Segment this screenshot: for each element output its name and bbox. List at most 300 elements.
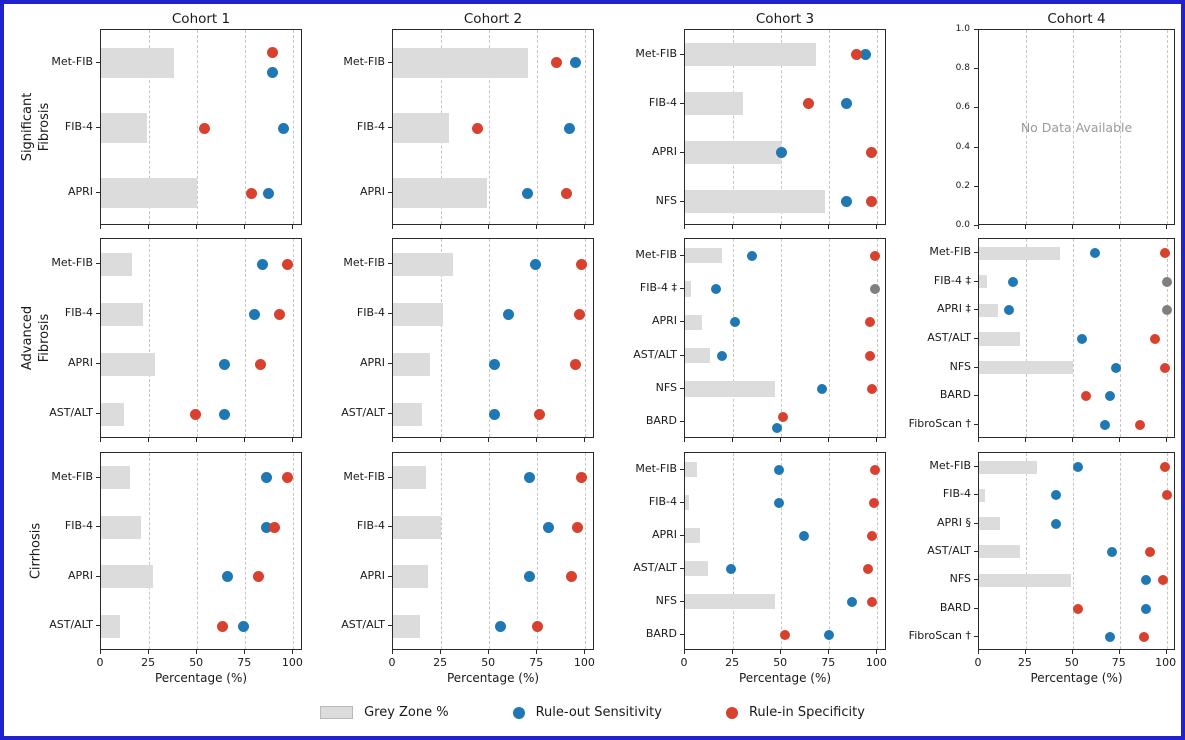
x-axis-label: Percentage (%) [154, 671, 248, 685]
x-tick-mark [876, 438, 877, 442]
grey-zone-bar [393, 565, 428, 588]
rule-in-specificity-dot [576, 259, 587, 270]
y-category-label: AST/ALT [341, 406, 385, 419]
x-tick-mark [584, 438, 585, 442]
x-tick-mark [584, 225, 585, 229]
x-axis-label: Percentage (%) [446, 671, 540, 685]
rule-out-sensitivity-dot [530, 259, 541, 270]
grey-zone-bar [393, 403, 422, 426]
rule-in-specificity-dot [870, 251, 880, 261]
rule-in-specificity-dot [472, 123, 483, 134]
x-tick-mark [488, 650, 489, 654]
x-tick-label: 100 [573, 656, 595, 669]
rule-out-sensitivity-dot [824, 630, 834, 640]
outcome-label-line: Cirrhosis [28, 522, 44, 580]
grey-zone-bar [979, 275, 987, 288]
y-tick-mark [388, 526, 392, 527]
grey-zone-bar [101, 516, 141, 539]
y-category-label: APRI [651, 144, 677, 158]
y-tick-mark [974, 551, 978, 552]
empty-y-tick-label: 0.0 [955, 220, 970, 230]
y-category-label: AST/ALT [927, 331, 971, 344]
y-tick-mark [96, 526, 100, 527]
rule-in-specificity-dot [863, 564, 873, 574]
x-tick-label: 75 [1111, 656, 1126, 669]
y-tick-mark [974, 523, 978, 524]
y-tick-mark [96, 263, 100, 264]
rule-in-specificity-dot [1160, 248, 1170, 258]
y-category-label: Met-FIB [343, 256, 385, 269]
rule-out-sensitivity-dot [860, 49, 871, 60]
grey-zone-bar [101, 113, 147, 143]
y-category-label: FIB-4 [648, 494, 677, 508]
x-tick-label: 50 [481, 656, 496, 669]
y-category-label: FIB-4 [942, 487, 971, 501]
y-category-label: APRI [359, 568, 385, 582]
y-category-label: NFS [655, 593, 677, 607]
y-tick-mark [388, 576, 392, 577]
rule-out-sensitivity-dot [524, 571, 535, 582]
y-tick-mark [680, 502, 684, 503]
gridline-25 [149, 453, 150, 649]
empty-y-tick-label: 0.8 [955, 63, 970, 74]
y-tick-mark [388, 413, 392, 414]
y-tick-mark [96, 192, 100, 193]
grey-zone-bar [979, 361, 1073, 374]
rule-out-sensitivity-dot [1073, 462, 1083, 472]
y-tick-mark [680, 288, 684, 289]
y-tick-mark [680, 355, 684, 356]
gridline-50 [489, 239, 490, 437]
no-data-message: No Data Available [1020, 119, 1133, 135]
panel-cohort-1-advanced-fibrosis [100, 238, 302, 438]
grey-zone-bar [979, 247, 1060, 260]
y-tick-mark [388, 62, 392, 63]
x-tick-label: 0 [388, 656, 396, 669]
x-tick-mark [780, 650, 781, 654]
x-tick-mark [196, 225, 197, 229]
rule-out-sensitivity-dot [1141, 575, 1151, 585]
y-tick-mark [974, 225, 978, 226]
grey-zone-bar [101, 178, 197, 208]
rule-out-sensitivity-dot [776, 147, 787, 158]
outcome-label-significant-fibrosis [20, 93, 54, 162]
grey-zone-bar [101, 466, 130, 489]
gridline-50 [197, 30, 198, 224]
rule-in-specificity-dot [269, 522, 280, 533]
x-tick-label: 0 [974, 656, 982, 669]
x-tick-mark [978, 650, 979, 654]
x-tick-mark [1025, 438, 1026, 442]
y-tick-mark [680, 388, 684, 389]
y-category-label: FIB-4 [64, 519, 93, 533]
y-category-label: NFS [655, 193, 677, 207]
x-tick-mark [978, 225, 979, 229]
legend-item-rule-in-specificity [726, 705, 865, 720]
gridline-50 [197, 453, 198, 649]
rule-out-sensitivity-dot [717, 351, 727, 361]
rule-out-sensitivity-dot [564, 123, 575, 134]
grey-zone-bar [685, 594, 775, 609]
empty-y-tick-label: 0.6 [955, 102, 970, 113]
rule-out-sensitivity-dot [774, 465, 784, 475]
y-category-label: BARD [645, 414, 677, 428]
gridline-25 [441, 453, 442, 649]
x-axis-label: Percentage (%) [738, 671, 832, 685]
rule-out-sensitivity-dot [278, 123, 289, 134]
rule-out-sensitivity-dot [730, 317, 740, 327]
x-tick-mark [244, 650, 245, 654]
panel-cohort-3-cirrhosis [684, 452, 886, 650]
rule-in-specificity-dot [778, 412, 788, 422]
gridline-100 [1167, 239, 1168, 437]
rule-out-sensitivity-dot [219, 359, 230, 370]
rule-out-sensitivity-dot [1051, 490, 1061, 500]
rule-out-sensitivity-dot [1141, 604, 1151, 614]
gridline-100 [585, 453, 586, 649]
y-category-label: AST/ALT [49, 406, 93, 419]
grey-zone-bar [685, 495, 689, 510]
rule-in-specificity-dot [282, 259, 293, 270]
panel-cohort-3-advanced-fibrosis [684, 238, 886, 438]
gridline-100 [1167, 453, 1168, 649]
x-tick-mark [1119, 650, 1120, 654]
legend-item-rule-out-sensitivity [513, 705, 662, 720]
rule-out-sensitivity-dot [1051, 519, 1061, 529]
y-category-label: BARD [939, 600, 971, 614]
gridline-25 [149, 239, 150, 437]
rule-out-sensitivity-dot [817, 384, 827, 394]
x-tick-mark [196, 438, 197, 442]
rule-out-sensitivity-dot [711, 284, 721, 294]
x-tick-mark [536, 225, 537, 229]
rule-in-specificity-dot [532, 621, 543, 632]
rule-in-specificity-dot [561, 188, 572, 199]
x-tick-mark [1072, 438, 1073, 442]
rule-in-specificity-dot [199, 123, 210, 134]
x-tick-label: 50 [1064, 656, 1079, 669]
y-category-label: BARD [645, 626, 677, 640]
grey-zone-bar [685, 381, 775, 396]
rule-out-sensitivity-dot [219, 409, 230, 420]
y-category-label: AST/ALT [927, 544, 971, 557]
rule-in-specificity-dot [274, 309, 285, 320]
x-tick-mark [440, 225, 441, 229]
x-tick-mark [1166, 225, 1167, 229]
x-tick-mark [148, 225, 149, 229]
y-tick-mark [96, 313, 100, 314]
panel-cohort-4-cirrhosis [978, 452, 1175, 650]
grey-zone-bar [979, 545, 1020, 558]
outcome-label-line: Advanced [20, 305, 36, 371]
rule-out-sensitivity-dot [1105, 632, 1115, 642]
rule-out-sensitivity-dot [1107, 547, 1117, 557]
grey-zone-bar [685, 92, 743, 115]
y-tick-mark [974, 252, 978, 253]
y-tick-mark [680, 103, 684, 104]
y-tick-mark [388, 313, 392, 314]
y-tick-mark [388, 263, 392, 264]
rule-in-specificity-dot [1162, 305, 1172, 315]
panel-cohort-1-cirrhosis [100, 452, 302, 650]
rule-in-specificity-dot [253, 571, 264, 582]
panel-cohort-2-cirrhosis [392, 452, 594, 650]
y-category-label: Met-FIB [343, 54, 385, 68]
rule-out-sensitivity-dot [267, 67, 278, 78]
y-category-label: FibroScan † [908, 628, 971, 642]
x-tick-mark [292, 225, 293, 229]
x-tick-mark [100, 650, 101, 654]
y-tick-mark [96, 413, 100, 414]
x-tick-mark [684, 650, 685, 654]
gridline-50 [1073, 239, 1074, 437]
y-category-label: APRI [359, 356, 385, 369]
x-tick-label: 25 [433, 656, 448, 669]
gridline-75 [1120, 453, 1121, 649]
y-category-label: FIB-4 [64, 306, 93, 319]
rule-in-specificity-dot [726, 707, 738, 719]
y-tick-mark [974, 29, 978, 30]
x-tick-mark [536, 438, 537, 442]
x-tick-mark [732, 438, 733, 442]
rule-in-specificity-dot [780, 630, 790, 640]
grey-zone-bar [393, 303, 443, 326]
rule-in-specificity-dot [1073, 604, 1083, 614]
grey-zone-bar [101, 565, 153, 588]
gridline-25 [1026, 239, 1027, 437]
grey-zone-bar [685, 528, 700, 543]
y-tick-mark [974, 186, 978, 187]
grey-zone-bar [979, 332, 1020, 345]
x-tick-mark [1166, 650, 1167, 654]
grey-zone-bar [393, 466, 426, 489]
gridline-50 [197, 239, 198, 437]
x-tick-mark [392, 650, 393, 654]
y-category-label: AST/ALT [341, 618, 385, 632]
x-tick-mark [1119, 438, 1120, 442]
rule-out-sensitivity-dot [1077, 334, 1087, 344]
y-category-label: APRI ‡ [936, 302, 971, 316]
x-tick-mark [684, 438, 685, 442]
legend-item-grey-zone [320, 705, 449, 720]
y-tick-mark [974, 367, 978, 368]
legend-label: Rule-in Specificity [748, 705, 865, 720]
x-tick-mark [828, 650, 829, 654]
rule-out-sensitivity-dot [841, 98, 852, 109]
grey-zone-bar [393, 516, 441, 539]
y-category-label: FIB-4 [64, 120, 93, 133]
empty-y-tick-label: 1.0 [955, 24, 970, 34]
rule-in-specificity-dot [190, 409, 201, 420]
legend [4, 705, 1181, 720]
rule-in-specificity-dot [217, 621, 228, 632]
rule-out-sensitivity-dot [774, 498, 784, 508]
grey-zone-bar [685, 348, 710, 363]
grey-zone-bar [979, 489, 985, 502]
x-tick-mark [732, 225, 733, 229]
gridline-100 [877, 239, 878, 437]
rule-out-sensitivity-dot [799, 531, 809, 541]
y-tick-mark [388, 477, 392, 478]
panel-cohort-1-significant-fibrosis [100, 29, 302, 225]
y-category-label: Met-FIB [51, 256, 93, 269]
rule-in-specificity-dot [866, 147, 877, 158]
grey-zone-bar [393, 253, 453, 276]
rule-out-sensitivity-dot [1090, 248, 1100, 258]
rule-out-sensitivity-dot [489, 359, 500, 370]
rule-in-specificity-dot [869, 498, 879, 508]
rule-in-specificity-dot [1135, 420, 1145, 430]
y-tick-mark [680, 201, 684, 202]
panel-cohort-2-advanced-fibrosis [392, 238, 594, 438]
rule-in-specificity-dot [574, 309, 585, 320]
gridline-25 [1026, 453, 1027, 649]
y-category-label: Met-FIB [343, 469, 385, 483]
y-category-label: FibroScan † [908, 416, 971, 430]
y-category-label: AST/ALT [49, 618, 93, 632]
y-tick-mark [680, 421, 684, 422]
rule-out-sensitivity-dot [238, 621, 249, 632]
x-tick-label: 75 [529, 656, 544, 669]
y-tick-mark [96, 625, 100, 626]
rule-out-sensitivity-dot [263, 188, 274, 199]
rule-in-specificity-dot [534, 409, 545, 420]
x-tick-label: 100 [281, 656, 303, 669]
rule-in-specificity-dot [867, 597, 877, 607]
y-tick-mark [680, 469, 684, 470]
rule-in-specificity-dot [870, 465, 880, 475]
panel-cohort-4-advanced-fibrosis [978, 238, 1175, 438]
y-tick-mark [388, 127, 392, 128]
y-tick-mark [974, 68, 978, 69]
grey-zone-bar [101, 615, 120, 638]
rule-in-specificity-dot [566, 571, 577, 582]
y-tick-mark [680, 152, 684, 153]
rule-out-sensitivity-dot [543, 522, 554, 533]
x-tick-mark [1072, 650, 1073, 654]
gridline-100 [877, 30, 878, 224]
rule-in-specificity-dot [870, 284, 880, 294]
y-tick-mark [680, 568, 684, 569]
rule-in-specificity-dot [1139, 632, 1149, 642]
y-tick-mark [680, 54, 684, 55]
rule-out-sensitivity-dot [726, 564, 736, 574]
rule-out-sensitivity-dot [257, 259, 268, 270]
rule-out-sensitivity-dot [841, 196, 852, 207]
y-tick-mark [680, 255, 684, 256]
x-tick-mark [780, 438, 781, 442]
grey-zone-bar [979, 461, 1037, 474]
x-tick-mark [876, 225, 877, 229]
y-category-label: APRI [67, 185, 93, 199]
gridline-75 [1120, 239, 1121, 437]
rule-in-specificity-dot [267, 47, 278, 58]
y-tick-mark [974, 309, 978, 310]
grey-zone-bar [393, 615, 420, 638]
x-tick-mark [392, 438, 393, 442]
rule-in-specificity-dot [1162, 490, 1172, 500]
y-tick-mark [974, 338, 978, 339]
x-tick-mark [244, 438, 245, 442]
x-tick-label: 75 [821, 656, 836, 669]
rule-in-specificity-dot [282, 472, 293, 483]
y-category-label: FIB-4 [648, 95, 677, 109]
grey-zone-bar [685, 281, 691, 296]
y-tick-mark [388, 363, 392, 364]
rule-out-sensitivity-dot [1008, 277, 1018, 287]
y-category-label: APRI [651, 527, 677, 541]
x-axis-label: Percentage (%) [1030, 671, 1123, 685]
x-tick-label: 75 [237, 656, 252, 669]
x-tick-label: 0 [680, 656, 688, 669]
grey-zone-bar [101, 253, 132, 276]
rule-in-specificity-dot [866, 196, 877, 207]
grey-zone-bar [979, 517, 1000, 530]
rule-in-specificity-dot [1160, 462, 1170, 472]
outcome-label-line: Fibrosis [37, 102, 52, 152]
rule-in-specificity-dot [865, 317, 875, 327]
outcome-label-cirrhosis [29, 523, 46, 579]
rule-out-sensitivity-dot [1105, 391, 1115, 401]
y-tick-mark [680, 535, 684, 536]
y-category-label: AST/ALT [633, 347, 677, 361]
y-tick-mark [974, 424, 978, 425]
cohort-title: Cohort 1 [171, 11, 231, 27]
x-tick-mark [392, 225, 393, 229]
grey-zone-bar [685, 462, 697, 477]
y-category-label: APRI [359, 185, 385, 199]
y-category-label: Met-FIB [635, 461, 677, 475]
y-tick-mark [388, 625, 392, 626]
y-tick-mark [974, 147, 978, 148]
y-tick-mark [96, 127, 100, 128]
grey-zone-bar [101, 303, 143, 326]
gridline-75 [537, 30, 538, 224]
rule-out-sensitivity-dot [522, 188, 533, 199]
gridline-50 [489, 453, 490, 649]
gridline-75 [829, 453, 830, 649]
x-tick-mark [828, 225, 829, 229]
y-category-label: Met-FIB [51, 469, 93, 483]
gridline-75 [245, 239, 246, 437]
gridline-25 [733, 453, 734, 649]
x-tick-mark [244, 225, 245, 229]
grey-zone-bar [685, 43, 816, 66]
y-category-label: APRI [67, 568, 93, 582]
gridline-100 [877, 453, 878, 649]
rule-out-sensitivity-dot [1100, 420, 1110, 430]
x-tick-mark [100, 225, 101, 229]
x-tick-mark [876, 650, 877, 654]
gridline-50 [1073, 453, 1074, 649]
x-tick-mark [292, 438, 293, 442]
grey-zone-bar [685, 248, 722, 263]
grey-zone-bar [393, 178, 487, 208]
rule-in-specificity-dot [867, 531, 877, 541]
grey-zone-bar [685, 190, 825, 213]
x-tick-mark [1025, 650, 1026, 654]
rule-out-sensitivity-dot [249, 309, 260, 320]
empty-y-tick-label: 0.2 [955, 180, 970, 191]
rule-in-specificity-dot [851, 49, 862, 60]
grey-zone-bar [685, 315, 702, 330]
grey-zone-bar [101, 353, 155, 376]
legend-label: Rule-out Sensitivity [535, 705, 662, 720]
x-tick-mark [100, 438, 101, 442]
rule-in-specificity-dot [867, 384, 877, 394]
y-tick-mark [388, 192, 392, 193]
rule-in-specificity-dot [570, 359, 581, 370]
